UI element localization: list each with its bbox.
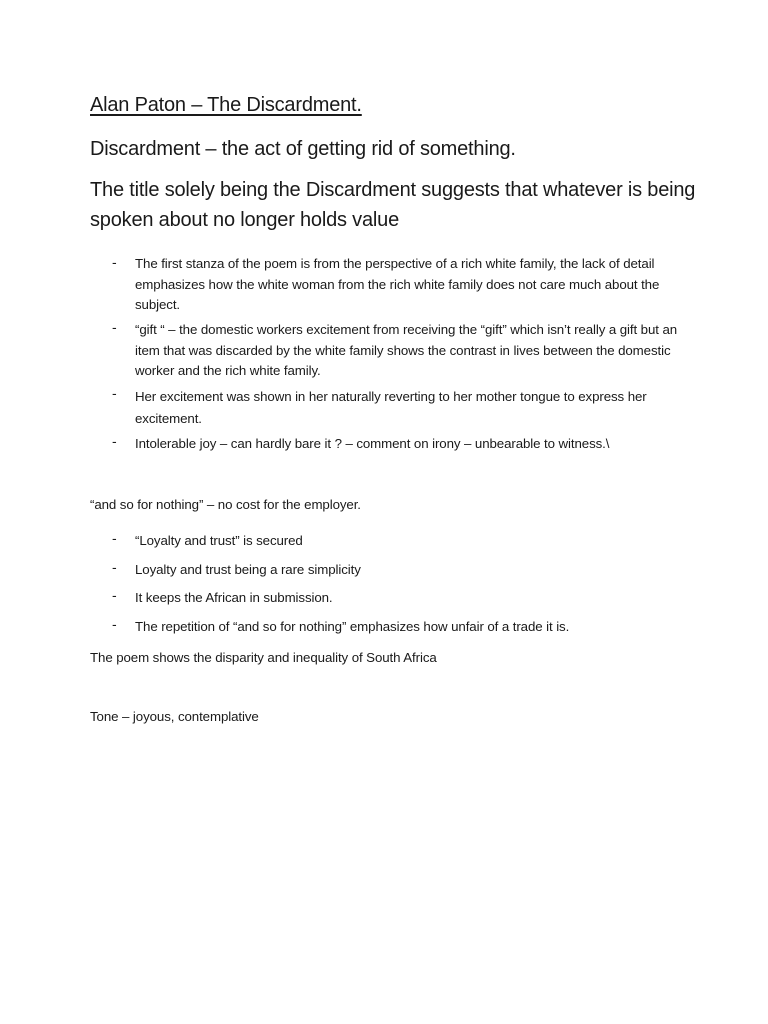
- list-item: “Loyalty and trust” is secured: [135, 533, 303, 548]
- tone-line: Tone – joyous, contemplative: [90, 709, 259, 724]
- document-title: Alan Paton – The Discardment.: [90, 94, 362, 116]
- bullet-dash: -: [112, 433, 117, 449]
- quote-line: “and so for nothing” – no cost for the employer.: [90, 497, 361, 512]
- title-note: The title solely being the Discardment suggests that whatever is being spoken about no longer holds value: [90, 179, 696, 231]
- list-item: The first stanza of the poem is from the perspective of a rich white family, the lack of detail emphasizes how the white woman from the rich white family does not care much about the subject.: [135, 256, 660, 312]
- bullet-dash: -: [112, 385, 117, 401]
- bullet-dash: -: [112, 587, 117, 603]
- list-item: It keeps the African in submission.: [135, 590, 333, 605]
- definition-line: Discardment – the act of getting rid of something.: [90, 138, 516, 160]
- list-item: Her excitement was shown in her naturally reverting to her mother tongue to express her excitement.: [135, 389, 647, 426]
- bullet-dash: -: [112, 530, 117, 546]
- disparity-line: The poem shows the disparity and inequality of South Africa: [90, 650, 437, 665]
- list-item: The repetition of “and so for nothing” emphasizes how unfair of a trade it is.: [135, 619, 570, 634]
- bullet-dash: -: [112, 319, 117, 335]
- bullet-dash: -: [112, 559, 117, 575]
- bullet-dash: -: [112, 616, 117, 632]
- list-item: “gift “ – the domestic workers excitement from receiving the “gift” which isn’t really a gift but an item that was discarded by the white family shows the contrast in lives between the domestic worker and the rich white family.: [135, 322, 678, 378]
- list-item: Loyalty and trust being a rare simplicity: [135, 562, 361, 577]
- bullet-dash: -: [112, 254, 117, 270]
- list-item: Intolerable joy – can hardly bare it ? – comment on irony – unbearable to witness.\: [135, 436, 610, 451]
